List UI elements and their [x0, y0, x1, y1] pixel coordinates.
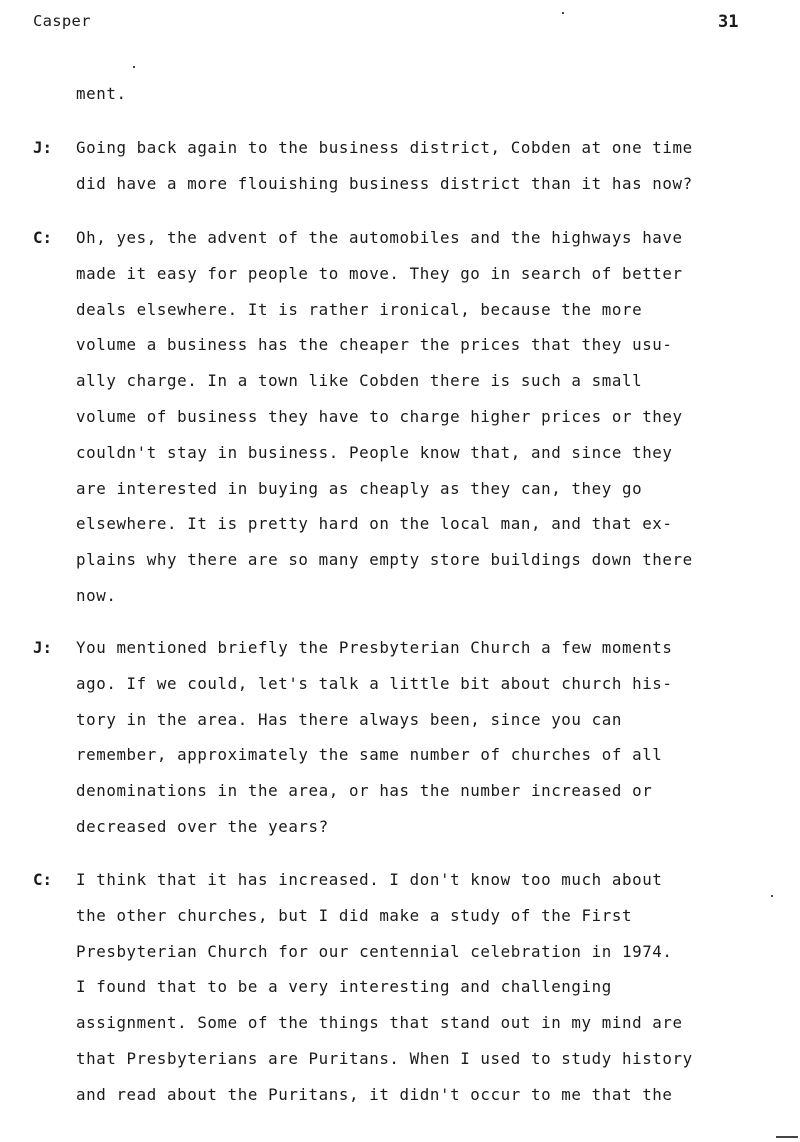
transcript-line: Going back again to the business district, Cobden at one time: [76, 138, 693, 157]
transcript-line: volume a business has the cheaper the prices that they usu-: [76, 335, 673, 355]
transcript-line: couldn't stay in business. People know that, and since they: [76, 442, 673, 462]
transcript-line: ally charge. In a town like Cobden there is such a small: [76, 371, 643, 391]
transcript-line: assignment. Some of the things that stand out in my mind are: [76, 1013, 683, 1033]
speaker-label: C:: [33, 870, 53, 889]
scan-speck: [776, 1136, 798, 1138]
transcript-line: plains why there are so many empty store buildings down there: [76, 550, 693, 570]
scan-speck: [771, 895, 773, 897]
transcript-line: Oh, yes, the advent of the automobiles and the highways have: [76, 228, 683, 247]
transcript-line: elsewhere. It is pretty hard on the local man, and that ex-: [76, 514, 673, 534]
scan-speck: [562, 12, 564, 14]
transcript-line: I think that it has increased. I don't know too much about: [76, 870, 663, 889]
transcript-line: decreased over the years?: [76, 817, 329, 836]
speaker-label: J:: [33, 638, 53, 657]
transcript-line: the other churches, but I did make a study of the First: [76, 905, 633, 925]
transcript-line: made it easy for people to move. They go in search of better: [76, 263, 683, 283]
speaker-label: C:: [33, 228, 53, 247]
speaker-label: J:: [33, 138, 53, 157]
transcript-line: and read about the Puritans, it didn't occur to me that the: [76, 1084, 673, 1104]
scan-speck: [133, 66, 135, 68]
page-number: 31: [718, 12, 739, 32]
transcript-line: I found that to be a very interesting and challenging: [76, 977, 612, 997]
transcript-line: ago. If we could, let's talk a little bit about church his-: [76, 673, 673, 693]
transcript-line: You mentioned briefly the Presbyterian Church a few moments: [76, 638, 673, 657]
transcript-line: ment.: [76, 84, 127, 103]
transcript-line: that Presbyterians are Puritans. When I used to study history: [76, 1049, 693, 1068]
transcript-line: did have a more flouishing business district than it has now?: [76, 173, 693, 193]
transcript-line: denominations in the area, or has the number increased or: [76, 781, 653, 801]
transcript-line: Presbyterian Church for our centennial celebration in 1974.: [76, 941, 673, 961]
transcript-line: deals elsewhere. It is rather ironical, because the more: [76, 299, 643, 319]
transcript-line: remember, approximately the same number of churches of all: [76, 745, 663, 765]
transcript-line: are interested in buying as cheaply as they can, they go: [76, 478, 643, 498]
transcript-line: tory in the area. Has there always been, since you can: [76, 709, 622, 729]
transcript-line: volume of business they have to charge higher prices or they: [76, 407, 683, 426]
header-name: Casper: [33, 12, 91, 30]
transcript-line: now.: [76, 586, 117, 605]
